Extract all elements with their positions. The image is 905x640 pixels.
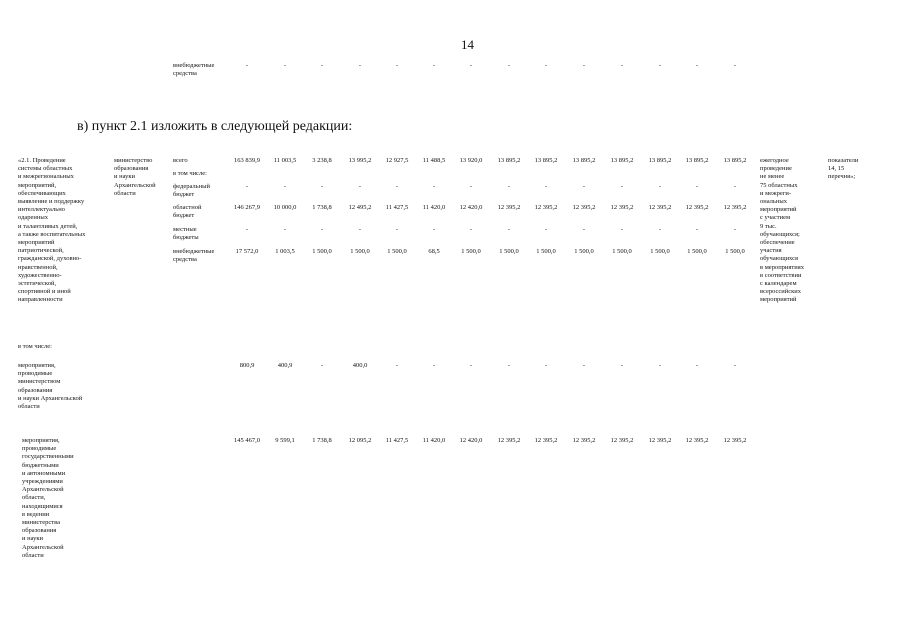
value-cell: 13 995,2 (348, 157, 372, 164)
value-cell: - (507, 183, 511, 190)
value-cell: 11 488,5 (422, 157, 446, 164)
value-cell: - (395, 62, 399, 69)
value-cell: 13 895,2 (648, 157, 672, 164)
value-cell: 12 927,5 (385, 157, 409, 164)
value-cell: - (358, 226, 362, 233)
value-cell: - (469, 62, 473, 69)
value-cell: 11 427,5 (385, 437, 409, 444)
value-cell: 12 395,2 (610, 437, 634, 444)
sub-item-name: мероприятия, проводимые государственными бюджетными и автономными учреждениями Архангельской области, находящимися в ведении министерства образования и науки Архангельской области (22, 437, 74, 559)
value-cell: - (395, 183, 399, 190)
value-cell: - (283, 226, 287, 233)
value-cell: 12 395,2 (723, 204, 747, 211)
value-cell: 13 895,2 (534, 157, 558, 164)
value-cell: - (695, 62, 699, 69)
value-cell: - (432, 183, 436, 190)
top-row-label: внебюджетные средства (173, 62, 215, 78)
value-cell: 12 395,2 (534, 437, 558, 444)
source-label-local: местные бюджеты (173, 226, 199, 242)
value-cell: 13 920,0 (459, 157, 483, 164)
value-cell: 13 895,2 (685, 157, 709, 164)
value-cell: 3 238,8 (312, 157, 332, 164)
value-cell: - (733, 226, 737, 233)
value-cell: - (658, 183, 662, 190)
value-cell: 13 895,2 (610, 157, 634, 164)
value-cell: - (245, 226, 249, 233)
value-cell: - (582, 226, 586, 233)
value-cell: 12 395,2 (648, 437, 672, 444)
value-cell: 12 395,2 (648, 204, 672, 211)
value-cell: 1 500,0 (650, 248, 670, 255)
value-cell: 1 500,0 (574, 248, 594, 255)
value-cell: 9 599,1 (275, 437, 295, 444)
value-cell: - (469, 362, 473, 369)
value-cell: - (658, 362, 662, 369)
value-cell: 1 003,5 (275, 248, 295, 255)
value-cell: - (695, 183, 699, 190)
value-cell: 1 500,0 (687, 248, 707, 255)
value-cell: 17 572,0 (235, 248, 259, 255)
item-result: ежегодное проведение не менее 75 областных и межреги- ональных мероприятий с участием 9 тыс. обучающихся; обеспечение участия обучающихся в мероприятиях в соответствии с календарем всероссийских мероприятий (760, 157, 804, 304)
value-cell: 68,5 (428, 248, 440, 255)
value-cell: 12 420,0 (459, 204, 483, 211)
source-label-regional: областной бюджет (173, 204, 202, 220)
value-cell: - (395, 226, 399, 233)
value-cell: 145 467,0 (234, 437, 260, 444)
value-cell: - (245, 183, 249, 190)
value-cell: 12 395,2 (497, 204, 521, 211)
value-cell: 11 420,0 (422, 204, 446, 211)
value-cell: - (320, 183, 324, 190)
value-cell: 400,0 (352, 362, 368, 369)
value-cell: 12 395,2 (572, 437, 596, 444)
source-label-including: в том числе: (173, 170, 207, 177)
value-cell: 12 395,2 (723, 437, 747, 444)
value-cell: - (620, 226, 624, 233)
sub-item-name: мероприятия, проводимые министерством образования и науки Архангельской области (18, 362, 83, 411)
value-cell: - (283, 183, 287, 190)
value-cell: 1 500,0 (725, 248, 745, 255)
item-name: «2.1. Проведение системы областных и межрегиональных мероприятий, обеспечивающих выявление и поддержку интеллектуально одаренных и талантливых детей, а также воспитательных мероприятий патриотической, гражданской, духовно- нравственной, художественно- эстетической, спортивной и иной направленности (18, 157, 86, 304)
value-cell: - (507, 62, 511, 69)
value-cell: 1 500,0 (499, 248, 519, 255)
value-cell: - (358, 183, 362, 190)
value-cell: 10 000,0 (273, 204, 297, 211)
value-cell: - (432, 62, 436, 69)
value-cell: 12 395,2 (685, 204, 709, 211)
value-cell: - (582, 362, 586, 369)
value-cell: 800,9 (239, 362, 255, 369)
item-indicators: показатели 14, 15 перечня»; (828, 157, 859, 181)
value-cell: - (544, 362, 548, 369)
value-cell: 12 420,0 (459, 437, 483, 444)
value-cell: 1 500,0 (461, 248, 481, 255)
value-cell: - (695, 226, 699, 233)
value-cell: 13 895,2 (723, 157, 747, 164)
value-cell: - (432, 226, 436, 233)
value-cell: 1 738,8 (312, 437, 332, 444)
value-cell: - (507, 226, 511, 233)
value-cell: - (432, 362, 436, 369)
including-label: в том числе: (18, 343, 52, 350)
value-cell: 400,9 (277, 362, 293, 369)
value-cell: 1 500,0 (312, 248, 332, 255)
value-cell: - (544, 226, 548, 233)
value-cell: 1 500,0 (387, 248, 407, 255)
page-number: 14 (461, 37, 474, 52)
value-cell: 12 095,2 (348, 437, 372, 444)
value-cell: - (469, 226, 473, 233)
value-cell: 1 500,0 (536, 248, 556, 255)
section-heading: в) пункт 2.1 изложить в следующей редакции: (77, 119, 353, 134)
value-cell: 12 395,2 (572, 204, 596, 211)
value-cell: 163 839,9 (234, 157, 260, 164)
value-cell: 1 738,8 (312, 204, 332, 211)
value-cell: - (582, 183, 586, 190)
value-cell: 12 395,2 (610, 204, 634, 211)
source-label-extrabudget: внебюджетные средства (173, 248, 215, 264)
value-cell: - (544, 183, 548, 190)
value-cell: - (695, 362, 699, 369)
value-cell: 12 495,2 (348, 204, 372, 211)
value-cell: 12 395,2 (497, 437, 521, 444)
value-cell: - (658, 62, 662, 69)
value-cell: - (620, 362, 624, 369)
value-cell: - (283, 62, 287, 69)
value-cell: 13 895,2 (497, 157, 521, 164)
source-label-total: всего (173, 157, 188, 164)
value-cell: - (544, 62, 548, 69)
value-cell: - (620, 183, 624, 190)
value-cell: - (733, 183, 737, 190)
item-executor: министерство образования и науки Архангельской области (114, 157, 156, 197)
value-cell: 1 500,0 (350, 248, 370, 255)
value-cell: - (320, 226, 324, 233)
value-cell: - (358, 62, 362, 69)
value-cell: 11 420,0 (422, 437, 446, 444)
value-cell: 12 395,2 (534, 204, 558, 211)
value-cell: 11 427,5 (385, 204, 409, 211)
value-cell: 1 500,0 (612, 248, 632, 255)
value-cell: - (320, 62, 324, 69)
value-cell: 11 003,5 (273, 157, 297, 164)
value-cell: - (395, 362, 399, 369)
value-cell: 13 895,2 (572, 157, 596, 164)
value-cell: 12 395,2 (685, 437, 709, 444)
source-label-federal: федеральный бюджет (173, 183, 210, 199)
value-cell: - (320, 362, 324, 369)
value-cell: - (245, 62, 249, 69)
value-cell: 146 267,9 (234, 204, 260, 211)
value-cell: - (582, 62, 586, 69)
value-cell: - (469, 183, 473, 190)
value-cell: - (658, 226, 662, 233)
value-cell: - (733, 362, 737, 369)
value-cell: - (733, 62, 737, 69)
value-cell: - (507, 362, 511, 369)
value-cell: - (620, 62, 624, 69)
